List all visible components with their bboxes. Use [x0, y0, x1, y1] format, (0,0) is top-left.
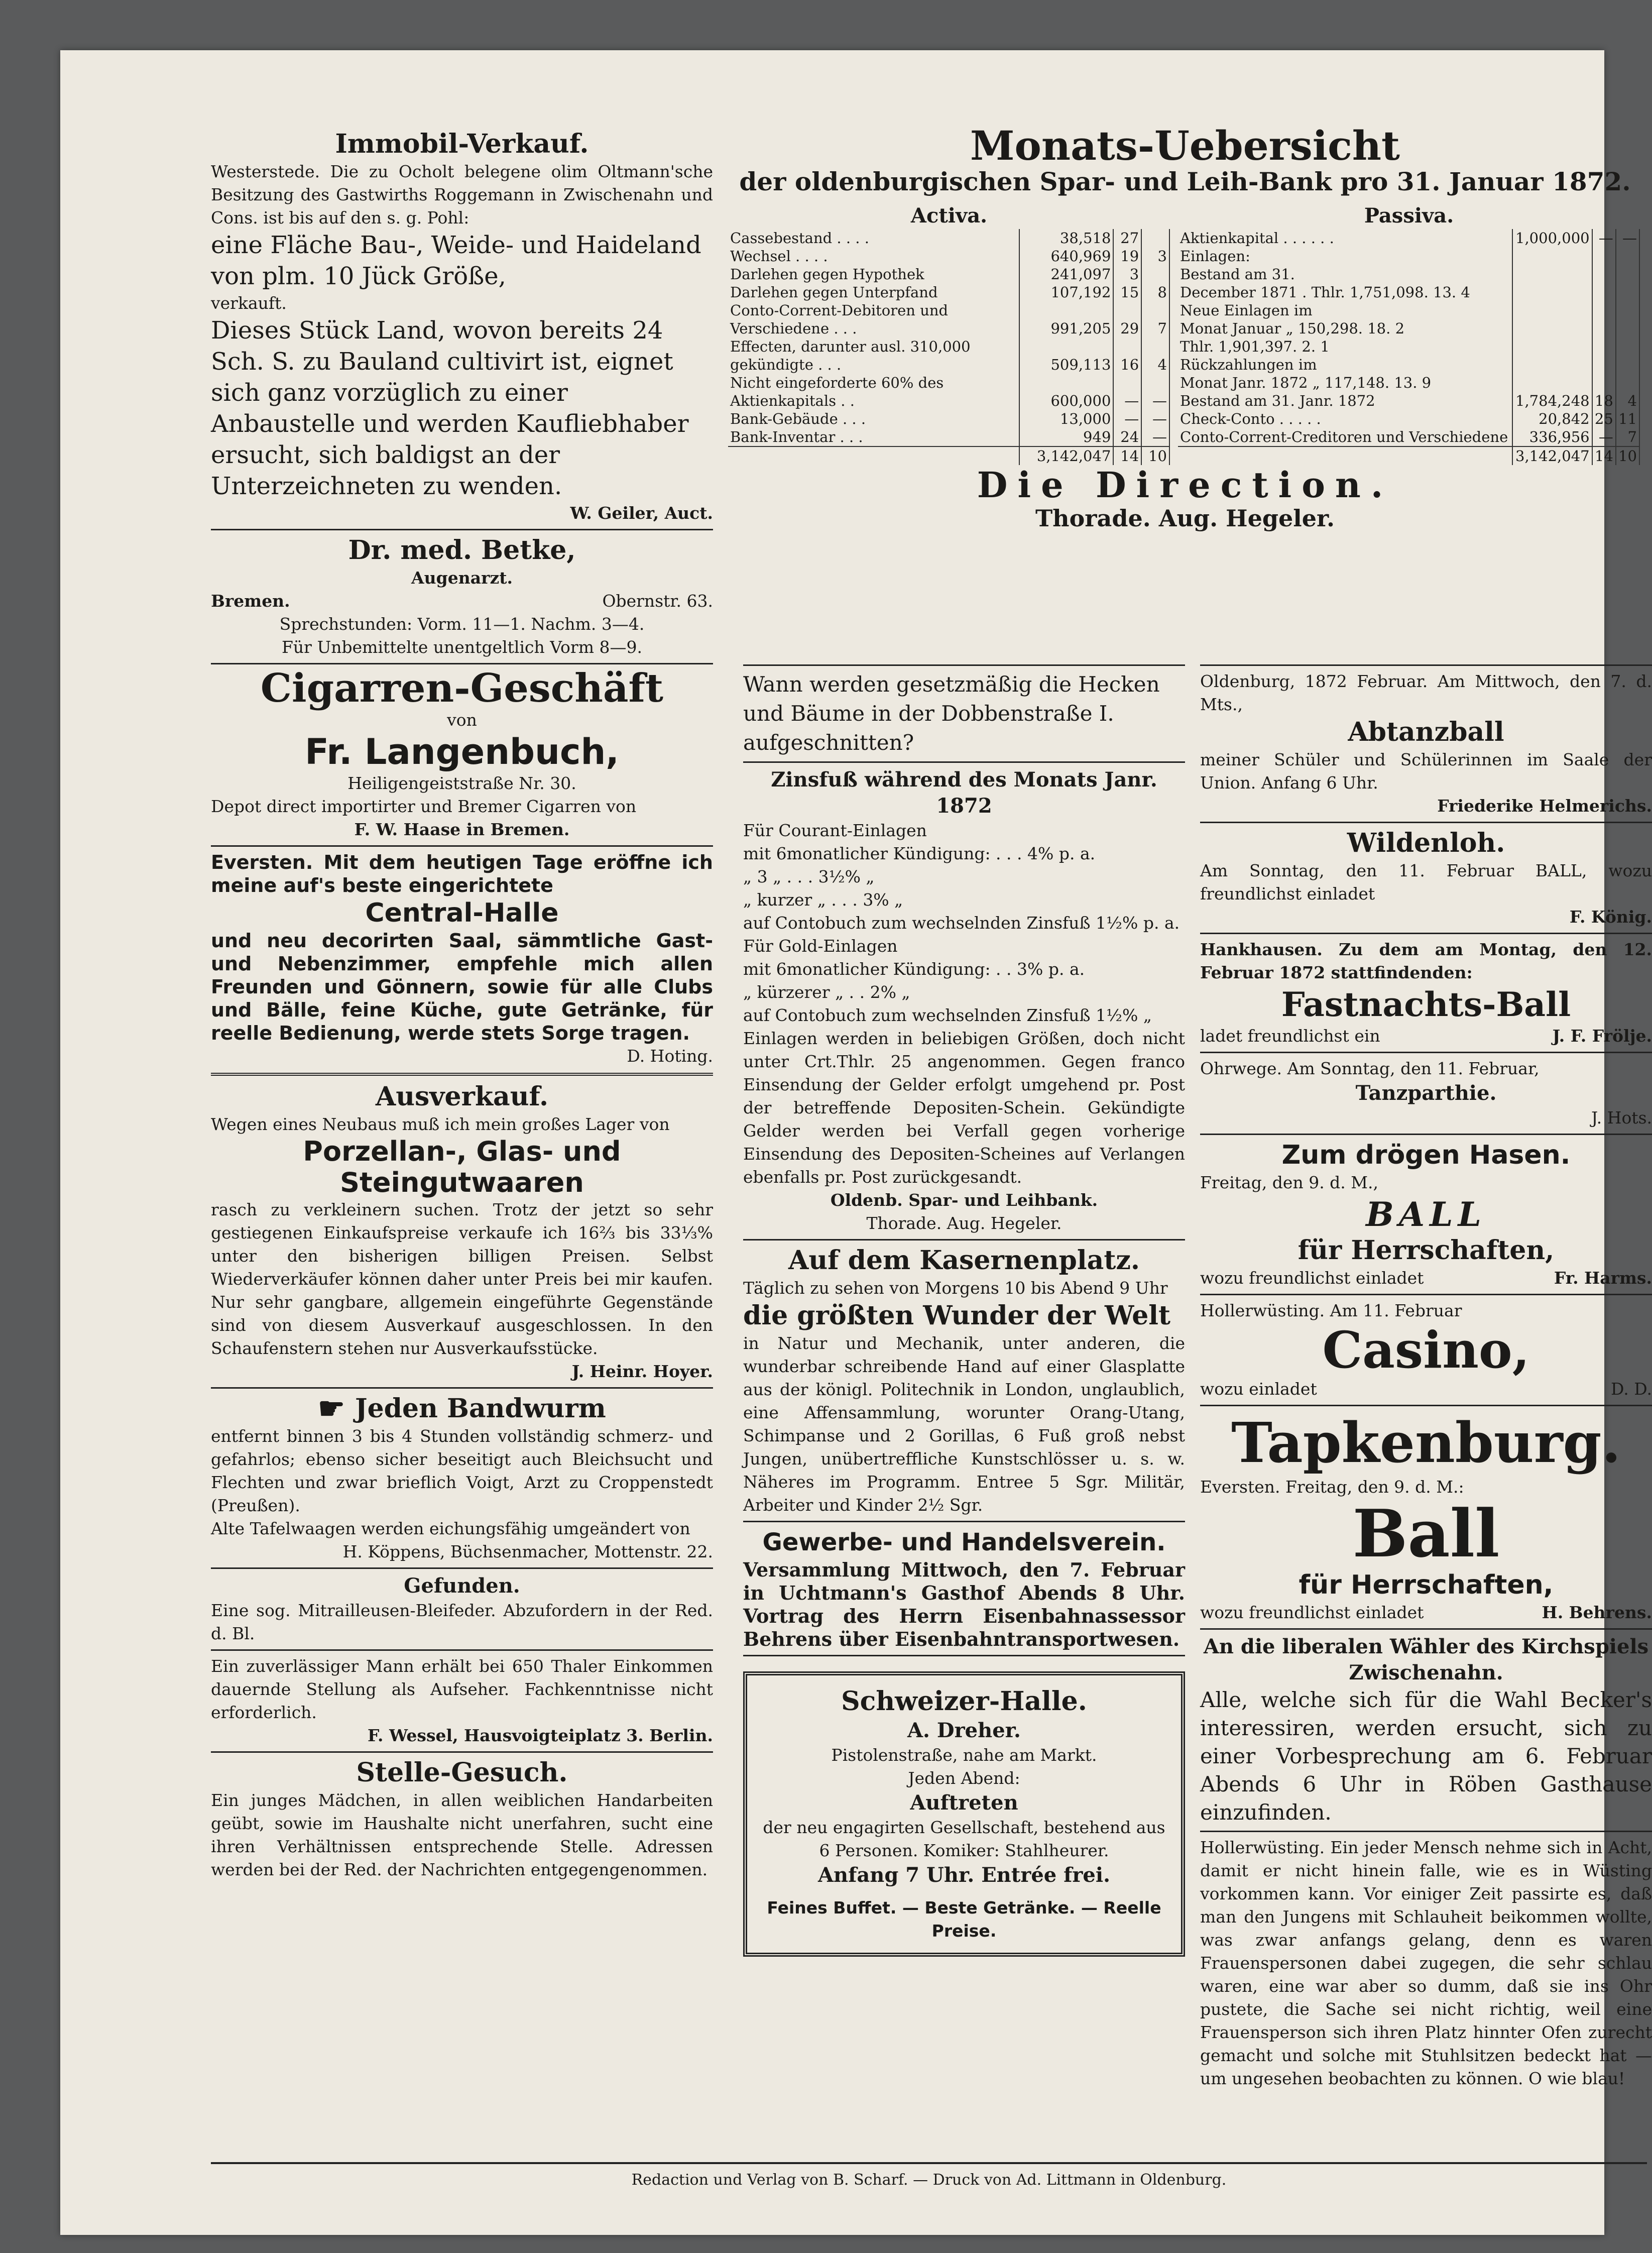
passiva-row — [1178, 301, 1639, 319]
passiva-cell — [1616, 374, 1639, 392]
monat-title: Monats-Uebersicht — [970, 122, 1400, 169]
zins-l1: mit 6monatlicher Kündigung: . . . 4% p. a. — [743, 844, 1096, 863]
abtanz-sign: Friederike Helmerichs. — [1437, 796, 1652, 816]
ohrwege-text: Ohrwege. Am Sonntag, den 11. Februar, — [1200, 1059, 1540, 1078]
passiva-row — [1178, 446, 1639, 465]
tafel-text: Alte Tafelwaagen werden eichungsfähig umgeändert von — [211, 1519, 690, 1538]
activa-cell: 949 — [1019, 428, 1113, 446]
zins-l6: „ kürzerer „ . . 2% „ — [743, 982, 910, 1002]
activa-cell: Verschiedene . . . — [730, 320, 857, 337]
betke-city: Bremen. — [211, 591, 290, 611]
activa-row — [728, 265, 1169, 283]
eversten-text2: und neu decorirten Saal, sämmtliche Gast- und Nebenzimmer, empfehle mich allen Freunden und Gönnern, sowie für alle Clubs und Bälle, feine Küche, gute Getränke, für reelle Bedienung, werde stets Sorge tragen. — [211, 930, 713, 1044]
monat-direction: Die Direction. — [977, 464, 1393, 506]
casino-title: Casino, — [1322, 1320, 1530, 1380]
activa-cell — [1019, 337, 1113, 356]
passiva-cell: 10 — [1616, 446, 1639, 465]
schweizer-jeden: Jeden Abend: — [908, 1768, 1020, 1788]
activa-cell: 640,969 — [1019, 247, 1113, 265]
schweizer-auftreten: Auftreten — [910, 1791, 1018, 1815]
hasen-ball: BALL — [1366, 1195, 1486, 1234]
tapken-inv: wozu freundlichst einladet — [1200, 1603, 1424, 1622]
activa-row — [728, 337, 1169, 356]
cigarren-text: Depot direct importirter und Bremer Cigarren von — [211, 797, 637, 816]
zins-gold: Für Gold-Einlagen — [743, 936, 898, 956]
passiva-cell — [1512, 337, 1592, 356]
activa-cell: Bank-Inventar . . . — [730, 428, 863, 445]
passiva-heading: Passiva. — [1364, 204, 1454, 228]
passiva-cell — [1592, 356, 1616, 374]
activa-cell: 24 — [1113, 428, 1141, 446]
passiva-cell: Einlagen: — [1180, 248, 1250, 265]
passiva-cell — [1592, 337, 1616, 356]
activa-cell: 16 — [1113, 356, 1141, 374]
ohrwege-title: Tanzparthie. — [1355, 1081, 1497, 1105]
passiva-cell: Bestand am 31. Janr. 1872 — [1180, 392, 1375, 409]
passiva-cell: 11 — [1616, 410, 1639, 428]
hasen-herr: für Herrschaften, — [1297, 1235, 1555, 1266]
abtanz-title: Abtanzball — [1348, 717, 1504, 747]
activa-cell — [1141, 301, 1169, 319]
passiva-row — [1178, 229, 1639, 247]
passiva-table — [1178, 229, 1640, 465]
betke-hours: Sprechstunden: Vorm. 11—1. Nachm. 3—4. — [279, 614, 645, 634]
gewerbe-text: Versammlung Mittwoch, den 7. Februar in Uchtmann's Gasthof Abends 8 Uhr. Vortrag des Herrn Eisenbahnassessor Behrens über Eisenbahntransportwesen. — [743, 1558, 1185, 1650]
cigarren-von: von — [447, 710, 477, 730]
zins-l7: auf Contobuch zum wechselnden Zinsfuß 1½% „ — [743, 1005, 1152, 1025]
activa-row — [728, 374, 1169, 392]
immobil-verkauft: verkauft. — [211, 293, 287, 313]
activa-row — [728, 446, 1169, 465]
passiva-cell: Bestand am 31. — [1180, 266, 1295, 283]
activa-row — [728, 410, 1169, 428]
waehler-title: An die liberalen Wähler des Kirchspiels Zwischenahn. — [1203, 1635, 1649, 1684]
activa-cell: Darlehen gegen Unterpfand — [730, 284, 938, 301]
zins-l3: „ kurzer „ . . . 3% „ — [743, 890, 903, 910]
activa-cell: 10 — [1141, 446, 1169, 465]
monat-subtitle: der oldenburgischen Spar- und Leih-Bank pro 31. Januar 1872. — [739, 167, 1631, 196]
hasen-inv: wozu freundlichst einladet — [1200, 1268, 1424, 1288]
tapken-date: Eversten. Freitag, den 9. d. M.: — [1200, 1477, 1464, 1497]
abtanz-intro: Oldenburg, 1872 Februar. Am Mittwoch, den 7. d. Mts., — [1200, 671, 1652, 714]
activa-cell: 107,192 — [1019, 283, 1113, 301]
activa-cell: 3 — [1141, 247, 1169, 265]
activa-cell: gekündigte . . . — [730, 356, 842, 373]
passiva-cell — [1616, 337, 1639, 356]
activa-cell — [1141, 265, 1169, 283]
activa-cell: 600,000 — [1019, 392, 1113, 410]
mann-sign: F. Wessel, Hausvoigteiplatz 3. Berlin. — [367, 1726, 713, 1745]
immobil-sign: W. Geiler, Auct. — [570, 503, 713, 523]
zins-l4: auf Contobuch zum wechselnden Zinsfuß 1½% p. a. — [743, 913, 1180, 933]
column-right — [1200, 660, 1652, 2090]
passiva-row — [1178, 283, 1639, 301]
passiva-cell — [1592, 374, 1616, 392]
activa-cell: 27 — [1113, 229, 1141, 247]
immobil-intro: Westerstede. Die zu Ocholt belegene olim Oltmann'sche Besitzung des Gastwirths Roggemann in Zwischenahn und Cons. ist bis auf den s. g. Pohl: — [211, 162, 713, 228]
tapken-title: Tapkenburg. — [1231, 1410, 1621, 1475]
zins-courant: Für Courant-Einlagen — [743, 821, 927, 840]
hasen-title: Zum drögen Hasen. — [1281, 1140, 1571, 1170]
activa-cell: 7 — [1141, 319, 1169, 337]
passiva-cell: 7 — [1616, 428, 1639, 446]
abtanz-text: meiner Schüler und Schülerinnen im Saale der Union. Anfang 6 Uhr. — [1200, 750, 1652, 793]
activa-cell: 509,113 — [1019, 356, 1113, 374]
activa-cell: 241,097 — [1019, 265, 1113, 283]
passiva-row — [1178, 247, 1639, 265]
immobil-title: Immobil-Verkauf. — [335, 129, 589, 159]
activa-cell: Darlehen gegen Hypothek — [730, 266, 924, 283]
activa-row — [728, 247, 1169, 265]
kaserne-wunder: die größten Wunder der Welt — [743, 1300, 1171, 1331]
monat-names: Thorade. Aug. Hegeler. — [1035, 505, 1335, 532]
passiva-cell — [1592, 265, 1616, 283]
schweizer-anfang: Anfang 7 Uhr. Entrée frei. — [818, 1863, 1110, 1887]
passiva-cell: — — [1616, 229, 1639, 247]
stelle-title: Stelle-Gesuch. — [356, 1757, 568, 1788]
passiva-cell: Neue Einlagen im — [1180, 302, 1313, 319]
activa-cell — [1141, 374, 1169, 392]
schweizer-buffet: Feines Buffet. — Beste Getränke. — Reelle Preise. — [767, 1898, 1161, 1941]
activa-row — [728, 301, 1169, 319]
passiva-cell — [1178, 446, 1512, 465]
zins-l2: „ 3 „ . . . 3½% „ — [743, 867, 875, 886]
ausverkauf-sign: J. Heinr. Hoyer. — [571, 1362, 713, 1381]
passiva-cell — [1616, 283, 1639, 301]
mann-text: Ein zuverlässiger Mann erhält bei 650 Thaler Einkommen dauernde Stellung als Aufseher. Fachkenntnisse nicht erforderlich. — [211, 1656, 713, 1722]
activa-cell: 13,000 — [1019, 410, 1113, 428]
betke-role: Augenarzt. — [411, 568, 513, 588]
hankhausen-text: Hankhausen. Zu dem am Montag, den 12. Februar 1872 stattfindenden: — [1200, 940, 1652, 982]
activa-cell — [1019, 301, 1113, 319]
immobil-big1: eine Fläche Bau-, Weide- und Haideland von plm. 10 Jück Größe, — [211, 231, 701, 290]
passiva-cell: 25 — [1592, 410, 1616, 428]
passiva-cell — [1616, 265, 1639, 283]
schweizer-halle-box — [743, 1671, 1185, 1957]
activa-cell: 991,205 — [1019, 319, 1113, 337]
hankhausen-inv: ladet freundlichst ein — [1200, 1026, 1380, 1046]
activa-cell: 15 — [1113, 283, 1141, 301]
activa-table — [728, 229, 1170, 465]
passiva-cell: — — [1592, 229, 1616, 247]
passiva-cell — [1512, 247, 1592, 265]
activa-row — [728, 283, 1169, 301]
casino-text: Hollerwüsting. Am 11. Februar — [1200, 1301, 1462, 1320]
passiva-cell — [1616, 301, 1639, 319]
activa-cell: Wechsel . . . . — [730, 248, 828, 265]
passiva-row — [1178, 392, 1639, 410]
passiva-cell: December 1871 . Thlr. 1,751,098. 13. 4 — [1180, 284, 1470, 301]
activa-cell — [1113, 301, 1141, 319]
page-footer: Redaction und Verlag von B. Scharf. — Druck von Ad. Littmann in Oldenburg. — [211, 2162, 1647, 2189]
activa-cell: 29 — [1113, 319, 1141, 337]
activa-cell: Bank-Gebäude . . . — [730, 410, 866, 427]
passiva-cell: Monat Janr. 1872 „ 117,148. 13. 9 — [1180, 374, 1432, 391]
betke-poor: Für Unbemittelte unentgeltlich Vorm 8—9. — [282, 637, 642, 657]
zins-l5: mit 6monatlicher Kündigung: . . 3% p. a. — [743, 959, 1085, 979]
schweizer-addr: Pistolenstraße, nahe am Markt. — [831, 1745, 1097, 1765]
casino-sign: D. D. — [1610, 1379, 1652, 1399]
passiva-cell — [1512, 301, 1592, 319]
tafel-sign: H. Köppens, Büchsenmacher, Mottenstr. 22. — [342, 1542, 713, 1561]
waehler-text: Alle, welche sich für die Wahl Becker's interessiren, werden ersucht, sich zu einer Vorbesprechung am 6. Februar Abends 6 Uhr in Röben Gasthause einzufinden. — [1200, 1687, 1652, 1825]
activa-cell: 3 — [1113, 265, 1141, 283]
column-left — [211, 128, 713, 1881]
passiva-cell: Rückzahlungen im — [1180, 356, 1317, 373]
passiva-cell — [1592, 247, 1616, 265]
passiva-row — [1178, 428, 1639, 446]
eversten-hall: Central-Halle — [365, 898, 559, 928]
activa-cell — [1113, 374, 1141, 392]
ohrwege-sign: J. Hots. — [1591, 1108, 1652, 1128]
wildenloh-text: Am Sonntag, den 11. Februar BALL, wozu freundlichst einladet — [1200, 861, 1652, 904]
activa-cell: — — [1141, 428, 1169, 446]
column-middle — [743, 660, 1185, 1957]
passiva-cell: — — [1592, 428, 1616, 446]
zins-names: Thorade. Aug. Hegeler. — [866, 1213, 1062, 1233]
passiva-cell — [1512, 265, 1592, 283]
activa-cell: Nicht eingeforderte 60% des — [730, 374, 944, 391]
eversten-text1: Eversten. Mit dem heutigen Tage eröffne ich meine auf's beste eingerichtete — [211, 851, 713, 896]
activa-cell: Cassebestand . . . . — [730, 230, 869, 247]
passiva-cell: 18 — [1592, 392, 1616, 410]
schweizer-text: der neu engagirten Gesellschaft, bestehend aus 6 Personen. Komiker: Stahlheurer. — [763, 1818, 1165, 1860]
passiva-cell — [1512, 319, 1592, 337]
eversten-sign: D. Hoting. — [627, 1046, 713, 1066]
cigarren-addr: Heiligengeiststraße Nr. 30. — [347, 773, 576, 793]
tapken-sign: H. Behrens. — [1542, 1603, 1652, 1622]
ausverkauf-text: rasch zu verkleinern suchen. Trotz der jetzt so sehr gestiegenen Einkaufspreise verkaufe ich 16⅔ bis 33⅓% unter den bisherigen billigen Preisen. Selbst Wiederverkäufer können daher unter Preis bei mir kaufen. Nur sehr gangbare, allgemein eingeführte Gegenstände sind von diesem Ausverkauf ausgeschlossen. In den Schaufenstern stehen nur Ausverkaufsstücke. — [211, 1200, 713, 1358]
passiva-cell — [1592, 301, 1616, 319]
casino-inv: wozu einladet — [1200, 1379, 1317, 1399]
holler-text: Hollerwüsting. Ein jeder Mensch nehme sich in Acht, damit er nicht hinein falle, wie es in Wüsting vorkommen kann. Vor einiger Zeit passirte es, daß man den Jungens mit Schlauheit beikommen wollte, was zwar anfangs gelang, denn es waren Frauenspersonen dabei zugegen, die sehr schlau waren, eine war aber so dumm, daß sie ins Ohr pustete, die Sache sei nicht richtig, weil eine Frauensperson sich ihren Platz hinnter Ofen zurecht gemacht und solche mit Stuhlsitzen bedeckt hat — um ungesehen beobachten zu können. O wie blau! — [1200, 1838, 1652, 2088]
passiva-cell: Check-Conto . . . . . — [1180, 410, 1321, 427]
kaserne-text: in Natur und Mechanik, unter anderen, die wunderbar schreibende Hand auf einer Glasplatte aus der königl. Politechnik in London, unglaublich, eine Affensammlung, worunter Orang-Utang, Schimpanse und 2 Gorillas, 6 Fuß groß nebst Jungen, unübertreffliche Kunstschlösser u. s. w. Näheres im Programm. Entree 5 Sgr. Militär, Arbeiter und Kinder 2½ Sgr. — [743, 1333, 1185, 1515]
activa-cell: — — [1113, 392, 1141, 410]
passiva-cell: Conto-Corrent-Creditoren und Verschiedene — [1180, 428, 1508, 445]
passiva-cell: 20,842 — [1512, 410, 1592, 428]
zins-bank: Oldenb. Spar- und Leihbank. — [830, 1190, 1098, 1210]
activa-row — [728, 319, 1169, 337]
passiva-cell: 4 — [1616, 392, 1639, 410]
cigarren-name: Fr. Langenbuch, — [305, 731, 619, 772]
activa-cell — [1019, 374, 1113, 392]
passiva-cell: Aktienkapital . . . . . . — [1180, 230, 1334, 247]
activa-cell — [1113, 337, 1141, 356]
activa-cell: 8 — [1141, 283, 1169, 301]
activa-cell: — — [1113, 410, 1141, 428]
passiva-row — [1178, 356, 1639, 374]
passiva-cell — [1592, 283, 1616, 301]
schweizer-name: A. Dreher. — [907, 1719, 1021, 1742]
newspaper-page — [60, 50, 1652, 2235]
activa-cell: Conto-Corrent-Debitoren und — [730, 302, 949, 319]
ausverkauf-goods: Porzellan-, Glas- und Steingutwaaren — [303, 1136, 621, 1198]
passiva-cell — [1616, 247, 1639, 265]
activa-cell: Effecten, darunter ausl. 310,000 — [730, 338, 971, 355]
activa-cell: 14 — [1113, 446, 1141, 465]
cigarren-title: Cigarren-Geschäft — [260, 665, 664, 711]
activa-cell: 38,518 — [1019, 229, 1113, 247]
passiva-cell: 3,142,047 — [1512, 446, 1592, 465]
passiva-cell: Thlr. 1,901,397. 2. 1 — [1180, 338, 1330, 355]
gefunden-text: Eine sog. Mitrailleusen-Bleifeder. Abzufordern in der Red. d. Bl. — [211, 1601, 713, 1643]
activa-cell: 19 — [1113, 247, 1141, 265]
activa-cell: — — [1141, 392, 1169, 410]
activa-row — [728, 392, 1169, 410]
pointing-hand-icon: ☛ — [318, 1391, 345, 1426]
hasen-date: Freitag, den 9. d. M., — [1200, 1173, 1379, 1192]
gewerbe-title: Gewerbe- und Handelsverein. — [762, 1528, 1166, 1556]
schweizer-title: Schweizer-Halle. — [841, 1686, 1087, 1717]
immobil-big2: Dieses Stück Land, wovon bereits 24 Sch. S. zu Bauland cultivirt ist, eignet sich ganz vorzüglich zu einer Anbaustelle und werden Kaufliebhaber ersucht, sich baldigst an der Unterzeichneten zu wenden. — [211, 316, 689, 500]
cigarren-firm: F. W. Haase in Bremen. — [354, 820, 570, 839]
bandwurm-text: entfernt binnen 3 bis 4 Stunden vollständig schmerz- und gefahrlos; ebenso sicher beseitigt auch Bleichsucht und Flechten und zwar brieflich Voigt, Arzt zu Croppenstedt (Preußen). — [211, 1426, 713, 1515]
activa-cell — [1141, 337, 1169, 356]
passiva-cell — [1592, 319, 1616, 337]
hecken-text: Wann werden gesetzmäßig die Hecken und Bäume in der Dobbenstraße I. aufgeschnitten? — [743, 672, 1160, 755]
wildenloh-title: Wildenloh. — [1347, 828, 1505, 858]
activa-cell: 4 — [1141, 356, 1169, 374]
passiva-row — [1178, 265, 1639, 283]
activa-cell: Aktienkapitals . . — [730, 392, 855, 409]
tapken-ball: Ball — [1352, 1495, 1500, 1572]
passiva-cell — [1512, 283, 1592, 301]
gefunden-title: Gefunden. — [404, 1574, 520, 1598]
kaserne-hours: Täglich zu sehen von Morgens 10 bis Abend 9 Uhr — [743, 1278, 1168, 1298]
ausverkauf-title: Ausverkauf. — [375, 1081, 549, 1112]
passiva-cell: 1,784,248 — [1512, 392, 1592, 410]
passiva-cell: 1,000,000 — [1512, 229, 1592, 247]
passiva-cell — [1512, 374, 1592, 392]
activa-row — [728, 428, 1169, 446]
activa-heading: Activa. — [910, 204, 988, 228]
kaserne-title: Auf dem Kasernenplatz. — [788, 1245, 1140, 1276]
betke-name: Dr. med. Betke, — [348, 535, 576, 566]
passiva-row — [1178, 319, 1639, 337]
passiva-cell — [1512, 356, 1592, 374]
passiva-row — [1178, 410, 1639, 428]
betke-street: Obernstr. 63. — [602, 591, 713, 611]
passiva-cell — [1616, 356, 1639, 374]
activa-cell: — — [1141, 410, 1169, 428]
passiva-cell — [1616, 319, 1639, 337]
hasen-sign: Fr. Harms. — [1554, 1268, 1652, 1288]
passiva-cell: Monat Januar „ 150,298. 18. 2 — [1180, 320, 1405, 337]
passiva-row — [1178, 374, 1639, 392]
passiva-cell: 14 — [1592, 446, 1616, 465]
zins-title: Zinsfuß während des Monats Janr. 1872 — [771, 768, 1157, 818]
activa-cell — [728, 446, 1019, 465]
activa-row — [728, 229, 1169, 247]
activa-cell — [1141, 229, 1169, 247]
passiva-row — [1178, 337, 1639, 356]
hankhausen-title: Fastnachts-Ball — [1281, 985, 1571, 1024]
ausverkauf-intro: Wegen eines Neubaus muß ich mein großes Lager von — [211, 1114, 670, 1134]
bandwurm-title: Jeden Bandwurm — [355, 1393, 606, 1424]
wildenloh-sign: F. König. — [1569, 907, 1652, 927]
tapken-herr: für Herrschaften, — [1299, 1570, 1554, 1600]
activa-cell: 3,142,047 — [1019, 446, 1113, 465]
stelle-text: Ein junges Mädchen, in allen weiblichen Handarbeiten geübt, sowie im Haushalte nicht unerfahren, sucht eine ihren Verhältnissen entsprechende Stelle. Adressen werden bei der Red. der Nachrichten entgegengenommen. — [211, 1790, 713, 1879]
activa-row — [728, 356, 1169, 374]
hankhausen-sign: J. F. Frölje. — [1552, 1026, 1652, 1046]
zins-text: Einlagen werden in beliebigen Größen, doch nicht unter Crt.Thlr. 25 angenommen. Gegen franco Einsendung der Gelder erfolgt umgehend pr. Post der betreffende Depositen-Schein. Gekündigte Gelder werden bei Verfall gegen vorherige Einsendung des Depositen-Scheines auf Verlangen ebenfalls pr. Post zurückgesandt. — [743, 1029, 1185, 1187]
monats-uebersicht — [728, 122, 1642, 532]
passiva-cell: 336,956 — [1512, 428, 1592, 446]
